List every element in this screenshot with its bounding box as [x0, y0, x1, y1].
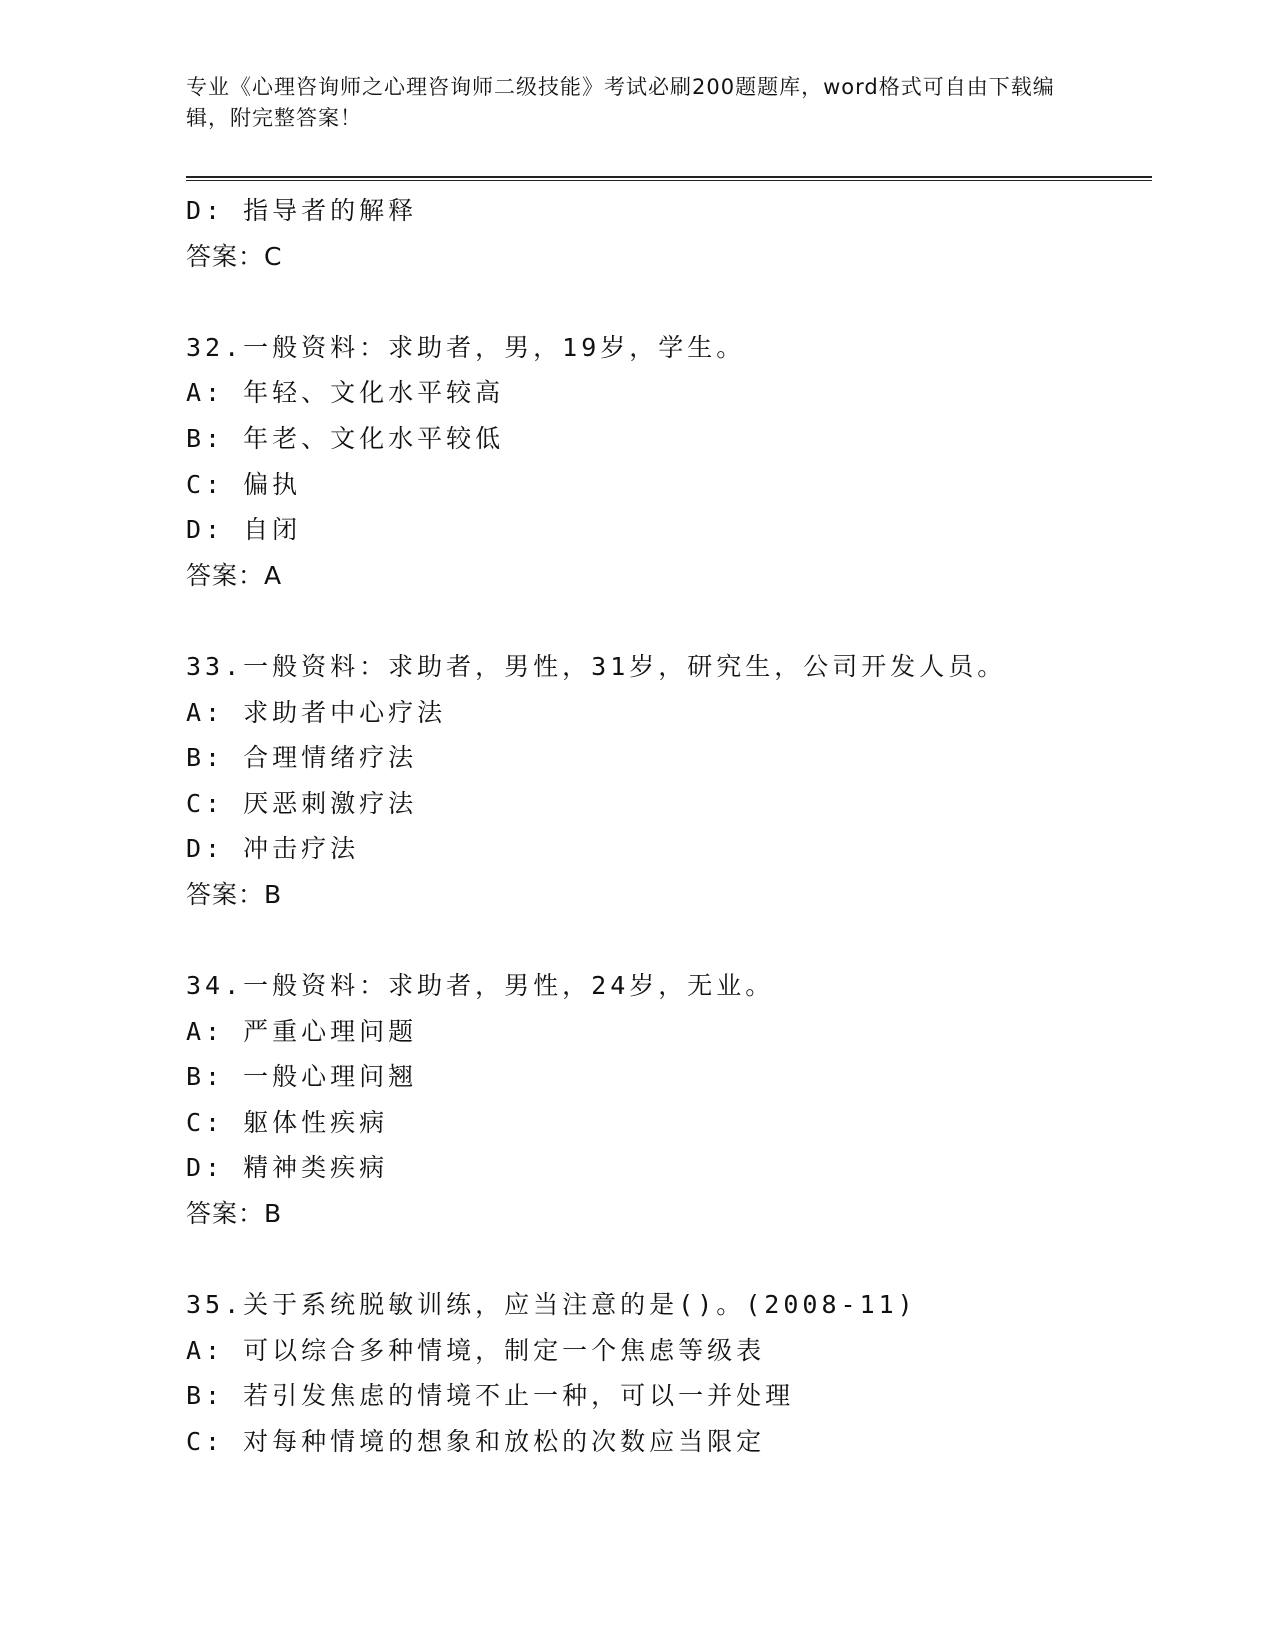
option-b: B: 若引发焦虑的情境不止一种，可以一并处理	[186, 1381, 795, 1411]
option-d: D: 冲击疗法	[186, 834, 360, 864]
option-c: C: 对每种情境的想象和放松的次数应当限定	[186, 1427, 766, 1457]
question-32	[186, 325, 1146, 599]
question-stem: 34.一般资料：求助者，男性，24岁，无业。	[186, 971, 775, 1001]
option-c: C: 厌恶刺激疗法	[186, 788, 418, 818]
answer-line: 答案：B	[186, 879, 283, 909]
option-b: B: 合理情绪疗法	[186, 743, 418, 773]
answer-line: 答案：B	[186, 1199, 283, 1229]
option-b: B: 年老、文化水平较低	[186, 423, 505, 453]
option-d: D: 自闭	[186, 515, 302, 545]
option-a: A: 求助者中心疗法	[186, 697, 447, 727]
document-header: 专业《心理咨询师之心理咨询师二级技能》考试必刷200题题库，word格式可自由下载编辑，附完整答案！	[186, 75, 1055, 130]
option-c: C: 偏执	[186, 469, 302, 499]
question-stem: 32.一般资料：求助者，男，19岁，学生。	[186, 332, 746, 362]
option-a: A: 年轻、文化水平较高	[186, 378, 505, 408]
question-list	[186, 188, 1146, 1465]
question-35	[186, 1282, 1146, 1464]
option-c: C: 躯体性疾病	[186, 1107, 389, 1137]
option-d: D: 指导者的解释	[186, 196, 418, 225]
question-stem: 33.一般资料：求助者，男性，31岁，研究生，公司开发人员。	[186, 651, 1007, 681]
question-34	[186, 963, 1146, 1237]
option-a: A: 可以综合多种情境，制定一个焦虑等级表	[186, 1335, 766, 1365]
option-a: A: 严重心理问题	[186, 1016, 418, 1046]
option-d: D: 精神类疾病	[186, 1153, 389, 1183]
question-33	[186, 644, 1146, 918]
header-divider	[186, 176, 1152, 181]
option-b: B: 一般心理问翘	[186, 1062, 418, 1092]
question-stem: 35.关于系统脱敏训练，应当注意的是()。(2008-11)	[186, 1290, 917, 1320]
answer-line: 答案：A	[186, 560, 283, 590]
answer-line: 答案：C	[186, 241, 283, 271]
